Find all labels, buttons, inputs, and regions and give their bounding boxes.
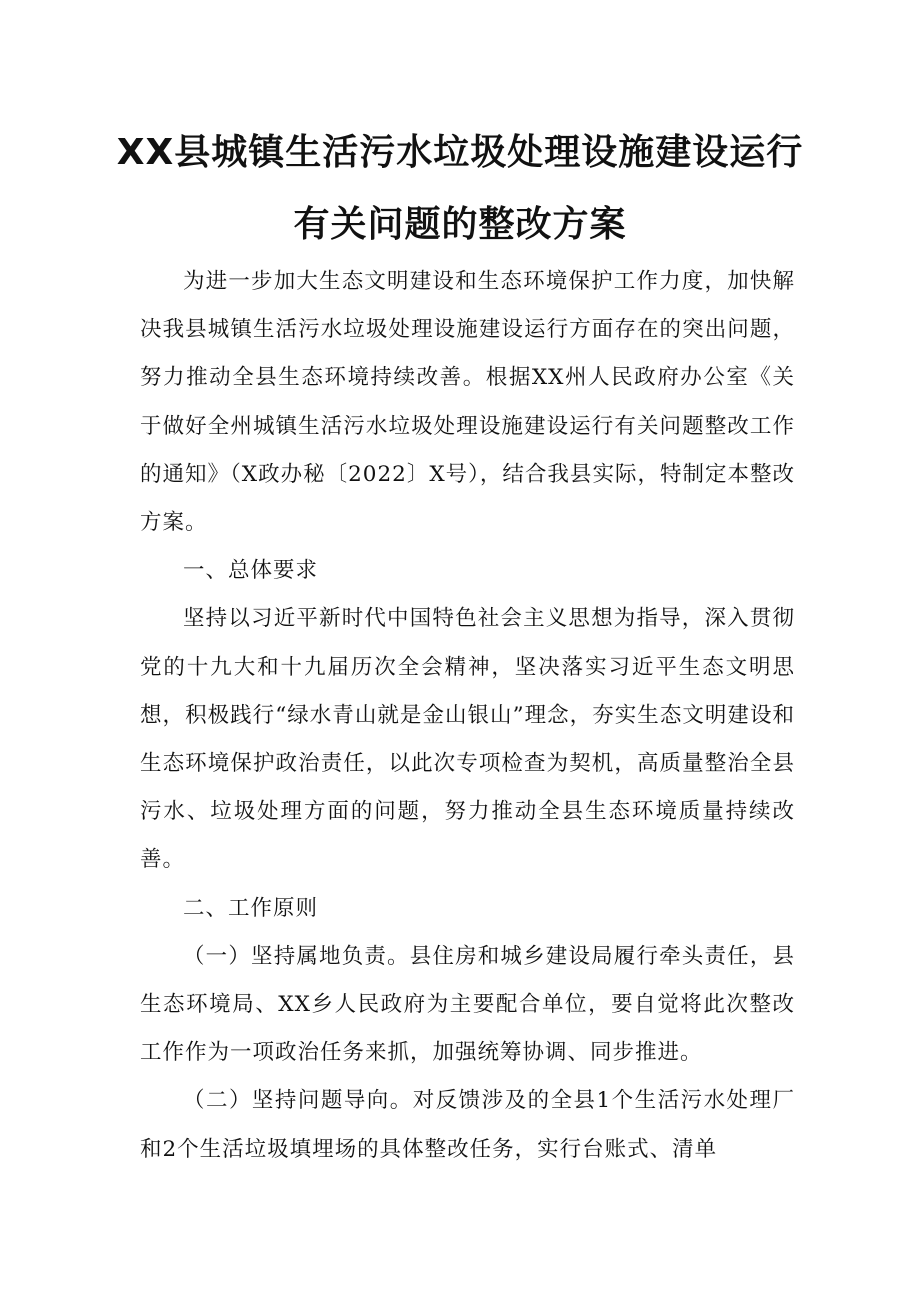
document-body: [140, 258, 795, 1174]
section-heading-work-principles: 二、工作原则: [183, 895, 319, 921]
document-title-line-2: 有关问题的整改方案: [293, 204, 627, 245]
section-heading-general-requirements: 一、总体要求: [183, 558, 319, 584]
paragraph-general-requirements: 坚持以习近平新时代中国特色社会主义思想为指导，深入贯彻党的十九大和十九届历次全会精神，坚决落实习近平生态文明思想，积极践行“绿水青山就是金山银山”理念，夯实生态文明建设和生态环境保护政治责任，以此次专项检查为契机，高质量整治全县污水、垃圾处理方面的问题，努力推动全县生态环境质量持续改善。: [140, 606, 795, 873]
document-title-line-1: XX县城镇生活污水垃圾处理设施建设运行: [116, 132, 804, 173]
paragraph-intro: 为进一步加大生态文明建设和生态环境保护工作力度，加快解决我县城镇生活污水垃圾处理设施建设运行方面存在的突出问题，努力推动全县生态环境持续改善。根据XX州人民政府办公室《关于做好全州城镇生活污水垃圾处理设施建设运行有关问题整改工作的通知》（X政办秘〔2022〕X号），结合我县实际，特制定本整改方案。: [140, 269, 795, 536]
paragraph-principle-2: （二）坚持问题导向。对反馈涉及的全县1个生活污水处理厂和2个生活垃圾填埋场的具体整改任务，实行台账式、清单: [140, 1088, 795, 1162]
paragraph-principle-1: （一）坚持属地负责。县住房和城乡建设局履行牵头责任，县生态环境局、XX乡人民政府为主要配合单位，要自觉将此次整改工作作为一项政治任务来抓，加强统筹协调、同步推进。: [140, 943, 795, 1066]
